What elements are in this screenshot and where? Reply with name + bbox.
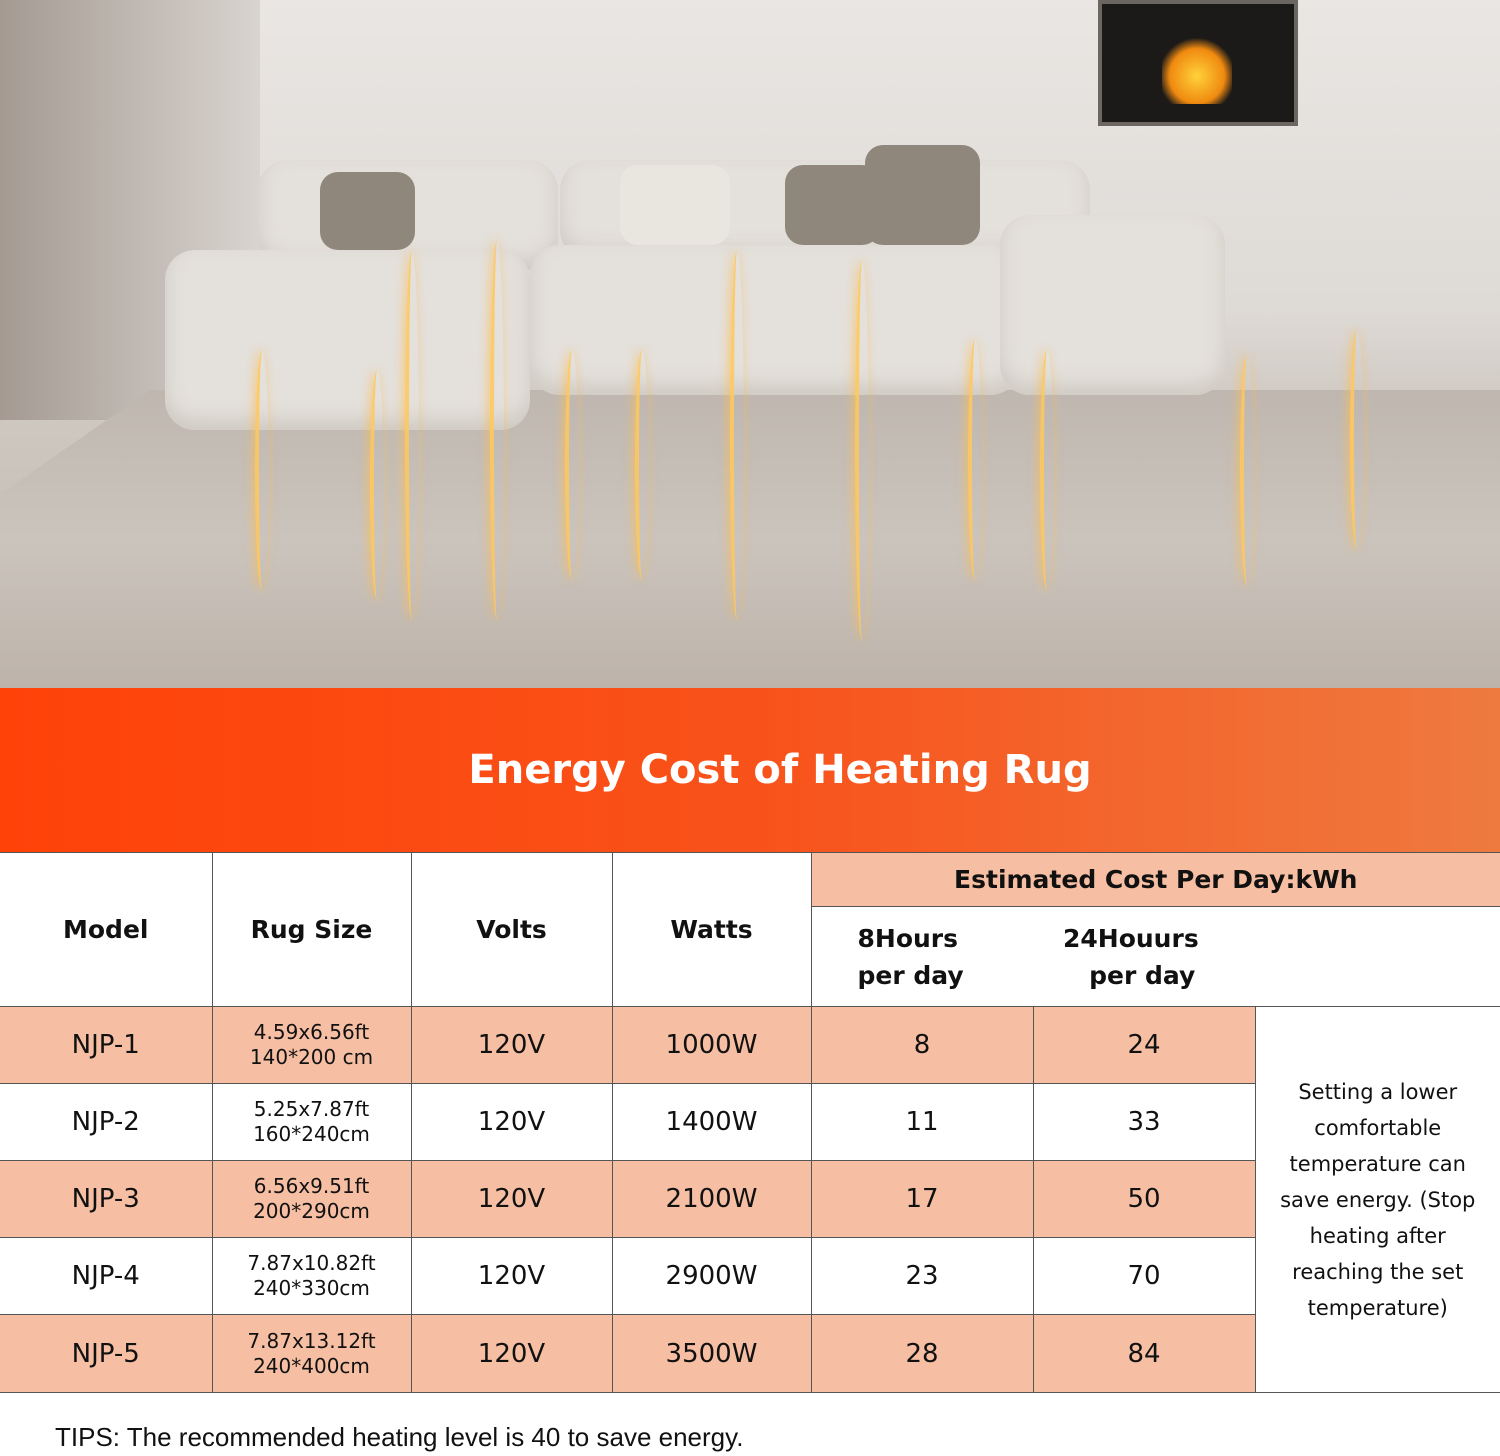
cell-model: NJP-4: [0, 1238, 212, 1315]
sofa-seat: [165, 250, 530, 430]
size-cm: 240*400cm: [253, 1353, 370, 1378]
cell-volts: 120V: [411, 1084, 612, 1161]
cell-rug-size: [212, 1084, 411, 1161]
cell-model: NJP-3: [0, 1161, 212, 1238]
living-room-photo: [0, 0, 1500, 688]
cell-rug-size: [212, 1007, 411, 1084]
size-cm: 240*330cm: [253, 1276, 370, 1300]
pillow: [320, 172, 415, 250]
fireplace: [1098, 0, 1298, 126]
size-cm: 200*290cm: [253, 1199, 370, 1223]
heat-wave-icon: [1350, 330, 1364, 550]
cell-volts: 120V: [411, 1161, 612, 1238]
size-ft: 7.87x13.12ft: [247, 1328, 376, 1353]
heat-wave-icon: [565, 350, 579, 580]
heat-wave-icon: [490, 240, 504, 620]
header-empty: [1255, 907, 1500, 1007]
size-cm: 140*200 cm: [249, 1045, 374, 1069]
header-8-hours-line1: 8Hours: [857, 923, 959, 953]
heat-wave-icon: [405, 250, 419, 620]
cell-rug-size: [212, 1315, 411, 1393]
cell-watts: 2100W: [612, 1161, 811, 1238]
cell-8-hours: 17: [811, 1161, 1033, 1238]
header-8-hours-line2: per day: [857, 960, 964, 990]
pillow: [620, 165, 730, 245]
cell-model: NJP-5: [0, 1315, 212, 1393]
cell-8-hours: 23: [811, 1238, 1033, 1315]
heat-wave-icon: [635, 350, 649, 580]
cell-8-hours: 8: [811, 1007, 1033, 1084]
header-24-hours-line1: 24Houurs: [1063, 923, 1199, 953]
size-cm: 160*240cm: [253, 1122, 370, 1146]
cell-watts: 1400W: [612, 1084, 811, 1161]
header-model: Model: [0, 853, 212, 1007]
cell-model: NJP-1: [0, 1007, 212, 1084]
cell-model: NJP-2: [0, 1084, 212, 1161]
heat-wave-icon: [968, 340, 982, 580]
cell-24-hours: 24: [1033, 1007, 1255, 1084]
title-banner: [0, 688, 1500, 852]
heat-wave-icon: [1040, 350, 1054, 590]
header-watts: Watts: [612, 853, 811, 1007]
cell-volts: 120V: [411, 1238, 612, 1315]
heat-wave-icon: [730, 250, 744, 620]
header-8-hours: [811, 907, 1033, 1007]
header-24-hours: [1033, 907, 1255, 1007]
cell-watts: 3500W: [612, 1315, 811, 1393]
heat-wave-icon: [370, 370, 384, 600]
cell-rug-size: [212, 1161, 411, 1238]
cell-watts: 1000W: [612, 1007, 811, 1084]
sofa-seat: [1000, 215, 1225, 395]
heat-wave-icon: [855, 260, 869, 640]
header-rug-size: Rug Size: [212, 853, 411, 1007]
sofa-seat: [530, 245, 1020, 395]
heat-wave-icon: [255, 350, 269, 590]
cell-24-hours: 50: [1033, 1161, 1255, 1238]
table-row: [0, 1007, 1500, 1084]
size-ft: 6.56x9.51ft: [253, 1174, 370, 1198]
fire-icon: [1162, 34, 1232, 104]
cell-24-hours: 84: [1033, 1315, 1255, 1393]
header-estimated-cost: Estimated Cost Per Day:kWh: [811, 853, 1500, 907]
pillow: [865, 145, 980, 245]
heat-wave-icon: [1240, 355, 1254, 585]
cell-24-hours: 33: [1033, 1084, 1255, 1161]
heating-rug: [0, 390, 1500, 688]
tips-text: TIPS: The recommended heating level is 40 to save energy.: [55, 1422, 744, 1452]
size-ft: 4.59x6.56ft: [253, 1020, 370, 1044]
header-24-hours-line2: per day: [1089, 960, 1196, 990]
energy-cost-table: [0, 852, 1500, 1393]
cell-rug-size: [212, 1238, 411, 1315]
cell-8-hours: 11: [811, 1084, 1033, 1161]
header-volts: Volts: [411, 853, 612, 1007]
energy-saving-note: Setting a lower comfortable temperature can save energy. (Stop heating after reaching the set temperature): [1255, 1007, 1500, 1393]
cell-volts: 120V: [411, 1315, 612, 1393]
cell-24-hours: 70: [1033, 1238, 1255, 1315]
banner-title: Energy Cost of Heating Rug: [468, 747, 1092, 793]
cell-watts: 2900W: [612, 1238, 811, 1315]
cell-8-hours: 28: [811, 1315, 1033, 1393]
size-ft: 7.87x10.82ft: [247, 1251, 376, 1275]
size-ft: 5.25x7.87ft: [253, 1097, 370, 1121]
cell-volts: 120V: [411, 1007, 612, 1084]
